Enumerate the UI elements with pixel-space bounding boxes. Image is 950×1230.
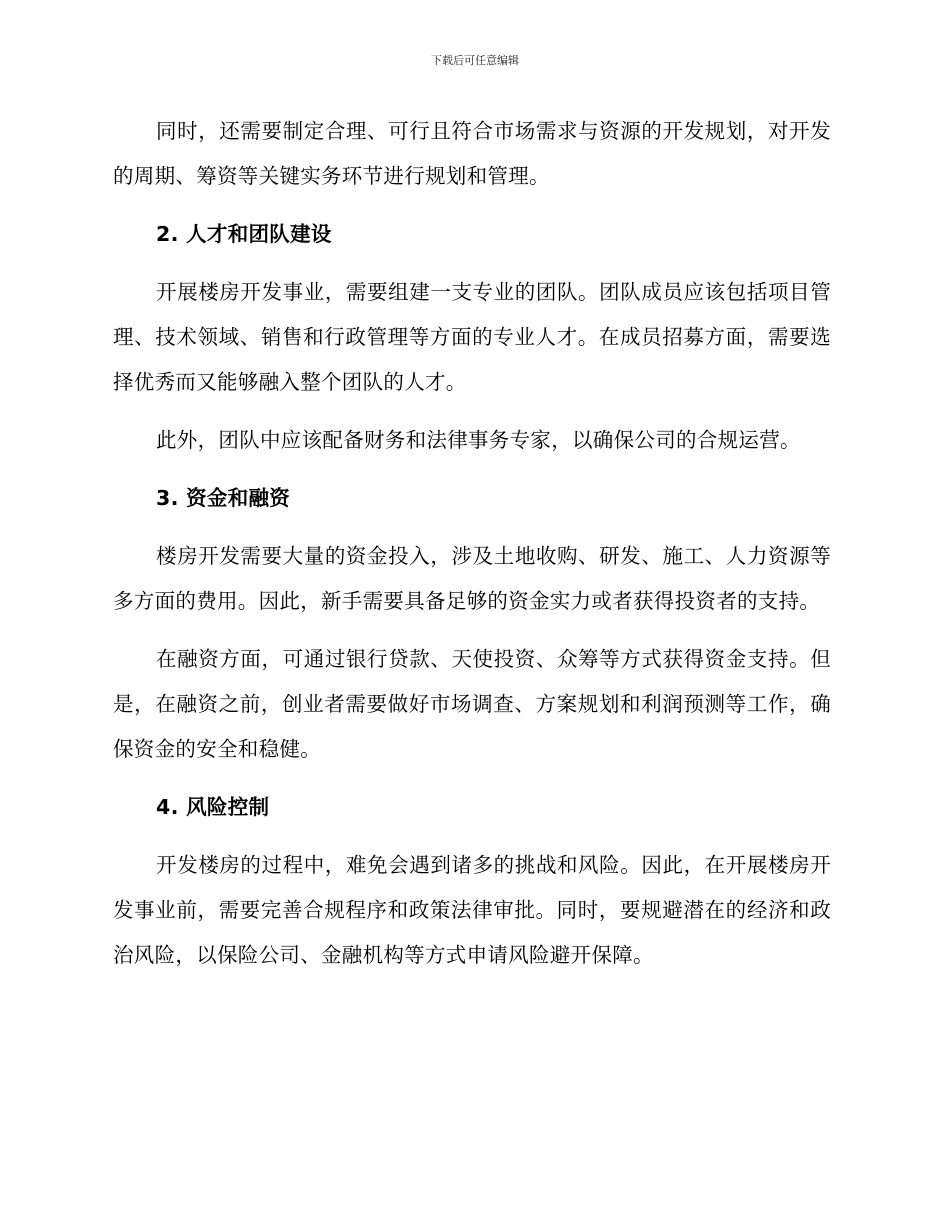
spacer: [113, 405, 831, 418]
spacer: [113, 199, 831, 212]
spacer: [113, 772, 831, 785]
spacer: [113, 624, 831, 637]
spacer: [113, 257, 831, 270]
spacer: [113, 521, 831, 534]
paragraph-planning: 同时，还需要制定合理、可行且符合市场需求与资源的开发规划，对开发的周期、筹资等关键实务环节进行规划和管理。: [113, 119, 831, 188]
paragraph-capital-needs: 楼房开发需要大量的资金投入，涉及土地收购、研发、施工、人力资源等多方面的费用。因此，新手需要具备足够的资金实力或者获得投资者的支持。: [113, 544, 831, 613]
paragraph-team-experts: 此外，团队中应该配备财务和法律事务专家，以确保公司的合规运营。: [156, 428, 801, 452]
spacer: [113, 463, 831, 476]
paragraph-financing-methods: 在融资方面，可通过银行贷款、天使投资、众筹等方式获得资金支持。但是，在融资之前，创业者需要做好市场调查、方案规划和利润预测等工作，确保资金的安全和稳健。: [113, 647, 831, 761]
page-header: 下载后可任意编辑: [431, 54, 519, 67]
document-body: [113, 109, 831, 978]
section-heading-talent-team: 2. 人才和团队建设: [156, 222, 332, 246]
spacer: [113, 830, 831, 843]
paragraph-risk-management: 开发楼房的过程中，难免会遇到诸多的挑战和风险。因此，在开展楼房开发事业前，需要完善合规程序和政策法律审批。同时，要规避潜在的经济和政治风险，以保险公司、金融机构等方式申请风险避开保障。: [113, 853, 831, 967]
section-heading-funding: 3. 资金和融资: [156, 486, 291, 510]
section-heading-risk-control: 4. 风险控制: [156, 795, 270, 819]
paragraph-team-building: 开展楼房开发事业，需要组建一支专业的团队。团队成员应该包括项目管理、技术领域、销售和行政管理等方面的专业人才。在成员招募方面，需要选择优秀而又能够融入整个团队的人才。: [113, 280, 831, 394]
